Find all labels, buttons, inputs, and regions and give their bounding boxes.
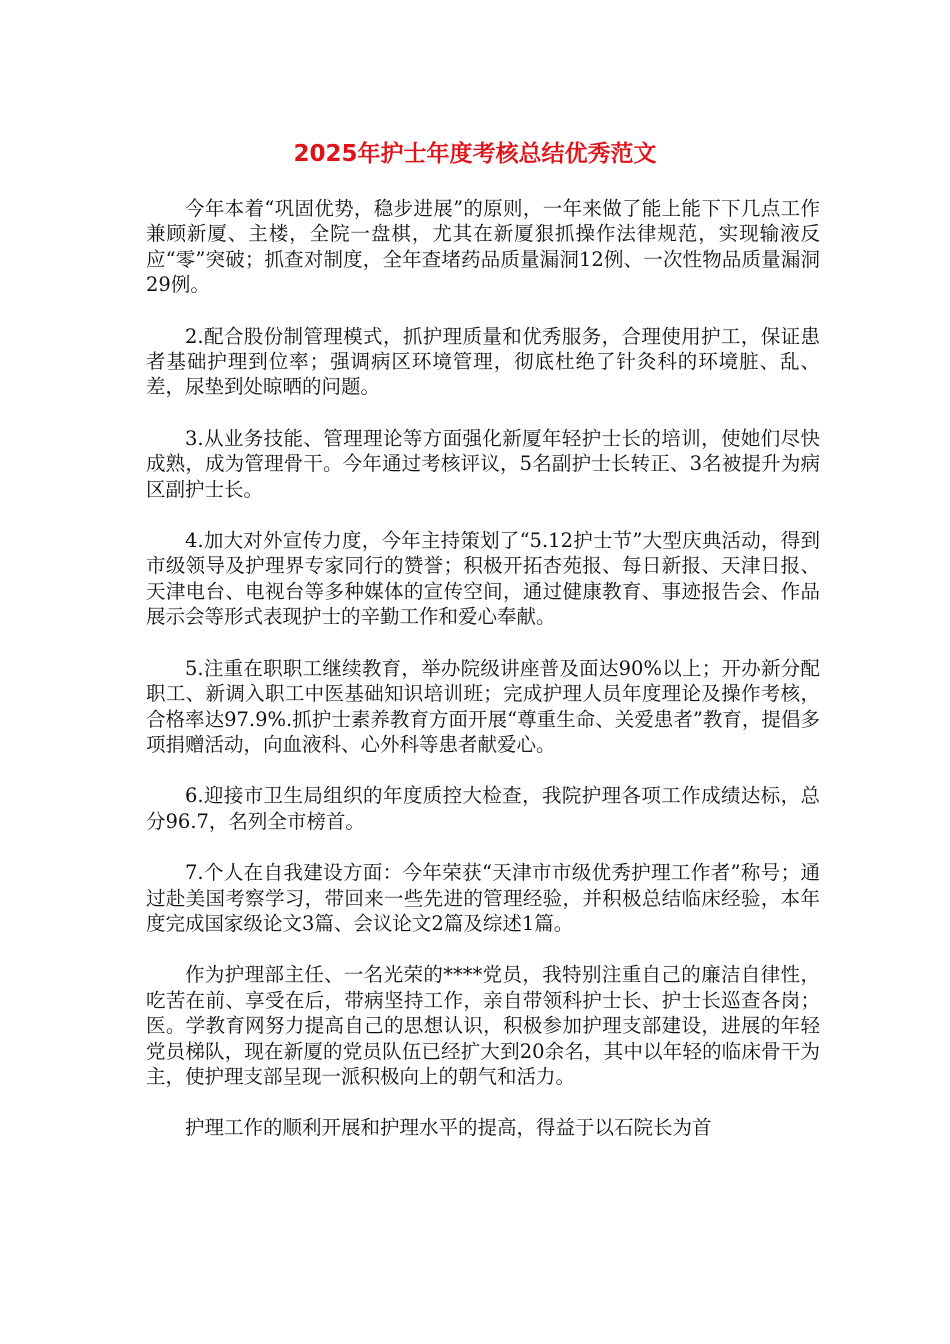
paragraph-7: 7.个人在自我建设方面：今年荣获“天津市市级优秀护理工作者”称号；通过赴美国考察学习，带回来一些先进的管理经验，并积极总结临床经验，本年度完成国家级论文3篇、会议论文2篇及综述1篇。 — [146, 861, 820, 935]
paragraph-3: 3.从业务技能、管理理论等方面强化新厦年轻护士长的培训，使她们尽快成熟，成为管理骨干。今年通过考核评议，5名副护士长转正、3名被提升为病区副护士长。 — [146, 426, 820, 501]
document-title: 2025年护士年度考核总结优秀范文 — [293, 141, 657, 167]
paragraph-8: 作为护理部主任、一名光荣的****党员，我特别注重自己的廉洁自律性，吃苦在前、享受在后，带病坚持工作，亲自带领科护士长、护士长巡查各岗；医。学教育网努力提高自己的思想认识，积极参加护理支部建设，进展的年轻党员梯队，现在新厦的党员队伍已经扩大到20余名，其中以年轻的临床骨干为主，使护理支部呈现一派积极向上的朝气和活力。 — [146, 963, 820, 1088]
paragraph-5: 5.注重在职职工继续教育，举办院级讲座普及面达90%以上；开办新分配职工、新调入职工中医基础知识培训班；完成护理人员年度理论及操作考核，合格率达97.9%.抓护士素养教育方面开展“尊重生命、关爱患者”教育，提倡多项捐赠活动，向血液科、心外科等患者献爱心。 — [146, 656, 820, 756]
paragraph-6: 6.迎接市卫生局组织的年度质控大检查，我院护理各项工作成绩达标，总分96.7，名列全市榜首。 — [146, 784, 820, 833]
paragraph-1: 今年本着“巩固优势，稳步进展”的原则，一年来做了能上能下下几点工作兼顾新厦、主楼，全院一盘棋，尤其在新厦狠抓操作法律规范，实现输液反应“零”突破；抓查对制度，全年查堵药品质量漏洞12例、一次性物品质量漏洞29例。 — [146, 197, 820, 297]
paragraph-4: 4.加大对外宣传力度，今年主持策划了“5.12护士节”大型庆典活动，得到市级领导及护理界专家同行的赞誉；积极开拓杏苑报、每日新报、天津日报、天津电台、电视台等多种媒体的宣传空间，通过健康教育、事迹报告会、作品展示会等形式表现护士的辛勤工作和爱心奉献。 — [146, 529, 820, 629]
document-body — [146, 196, 820, 1167]
paragraph-9: 护理工作的顺利开展和护理水平的提高，得益于以石院长为首 — [185, 1116, 712, 1140]
paragraph-2: 2.配合股份制管理模式，抓护理质量和优秀服务，合理使用护工，保证患者基础护理到位率；强调病区环境管理，彻底杜绝了针灸科的环境脏、乱、差，尿垫到处晾晒的问题。 — [146, 324, 820, 399]
